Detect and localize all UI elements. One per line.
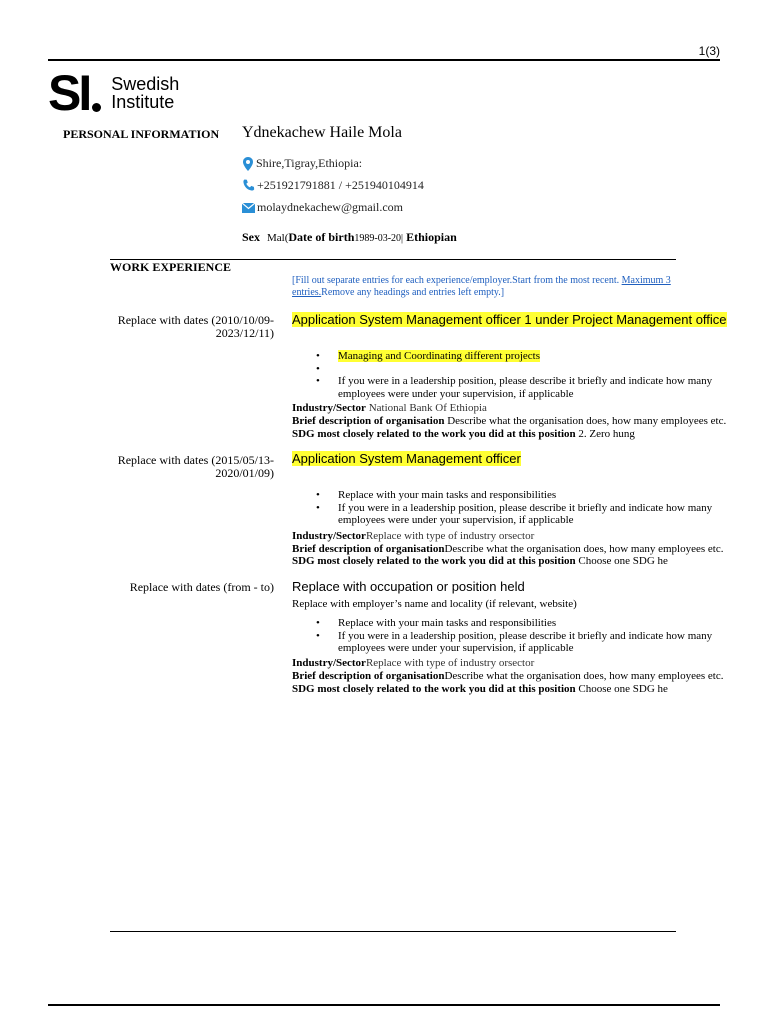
entry-3-industry — [292, 657, 534, 670]
entry-2-position-text: Application System Management officer — [292, 451, 521, 466]
phone-icon — [242, 179, 255, 192]
entry-2-bullet-2 — [292, 502, 722, 527]
entry-2-bullet-1 — [292, 489, 722, 502]
logo — [48, 65, 180, 121]
address-text: Shire,Tigray,Ethiopia: — [256, 156, 363, 170]
entry-3-sdg — [292, 683, 668, 696]
logo-line-1: Swedish — [111, 74, 180, 94]
entry-1-org — [292, 415, 726, 428]
personal-details-line — [242, 230, 457, 245]
entry-1-bullet-1-text: Managing and Coordinating different projects — [338, 350, 541, 362]
entry-1-dates — [114, 314, 274, 340]
note-text-a: [Fill out separate entries for each experience/employer.Start from the most recent. — [292, 275, 620, 286]
entry-1-position — [292, 312, 727, 327]
entry-3-industry-label: Industry/Sector — [292, 657, 366, 669]
entry-3-bullet-1-text: Replace with your main tasks and responsibilities — [338, 617, 557, 629]
entry-3-sdg-label: SDG most closely related to the work you did at this position — [292, 683, 576, 695]
entry-2-sdg-value: Choose one SDG he — [578, 555, 668, 567]
entry-1-industry — [292, 402, 487, 415]
entry-1-bullet-2 — [292, 363, 722, 376]
entry-2-org-value: Describe what the organisation does, how many employees etc. — [444, 543, 724, 555]
entry-2-date-end: 2020/01/09) — [215, 466, 274, 480]
entry-1-bullet-3 — [292, 375, 722, 400]
email-text: molaydnekachew@gmail.com — [257, 200, 404, 214]
entry-3-bullet-1 — [292, 617, 722, 630]
header-rule — [48, 59, 720, 61]
phone-line — [242, 178, 424, 193]
sex-value: Mal( — [267, 232, 289, 244]
note-text-b: Remove any headings and entries left empty.] — [321, 287, 505, 298]
entry-1-org-label: Brief description of organisation — [292, 415, 445, 427]
entry-3-position: Replace with occupation or position held — [292, 579, 525, 594]
entry-1-sdg-value: 2. Zero hung — [578, 428, 635, 440]
logo-line-2: Institute — [111, 92, 175, 112]
logo-dot — [92, 103, 101, 112]
entry-3-org-label: Brief description of organisation — [292, 670, 445, 682]
entry-2-industry-value: Replace with type of industry orsector — [365, 530, 535, 542]
entry-1-position-text: Application System Management officer 1 under Project Management office — [292, 312, 727, 327]
dob-value: 1989-03-20| — [354, 233, 404, 244]
entry-2-position — [292, 451, 521, 466]
entry-2-bullet-1-text: Replace with your main tasks and responsibilities — [338, 489, 557, 501]
entry-2-sdg — [292, 555, 668, 568]
entry-1-industry-label: Industry/Sector — [292, 402, 366, 414]
nationality-value: Ethiopian — [406, 230, 457, 244]
logo-mark: SI — [48, 65, 90, 121]
envelope-icon — [242, 203, 255, 213]
applicant-name: Ydnekachew Haile Mola — [242, 124, 402, 141]
entry-2-bullets — [292, 489, 722, 527]
entry-3-date-range: Replace with dates (from - to) — [129, 580, 274, 594]
email-line — [242, 200, 403, 215]
entry-1-sdg-label: SDG most closely related to the work you did at this position — [292, 428, 576, 440]
entry-2-sdg-label: SDG most closely related to the work you did at this position — [292, 555, 576, 567]
work-experience-heading: WORK EXPERIENCE — [110, 260, 232, 274]
entry-1-date-end: 2023/12/11) — [215, 326, 274, 340]
entry-3-bullet-2 — [292, 630, 722, 655]
page-number: 1(3) — [698, 44, 720, 58]
entry-1-sdg — [292, 428, 635, 441]
entry-1-bullet-3-text: If you were in a leadership position, please describe it briefly and indicate how many employees were under your supervision, if applicable — [338, 375, 713, 400]
entry-3-bullet-2-text: If you were in a leadership position, please describe it briefly and indicate how many employees were under your supervision, if applicable — [338, 629, 713, 654]
address-line — [242, 156, 362, 171]
entry-3-industry-value: Replace with type of industry orsector — [365, 657, 535, 669]
entry-3-org — [292, 670, 723, 683]
sex-label: Sex — [242, 230, 260, 244]
entry-1-bullet-1 — [292, 350, 722, 363]
phone-text: +251921791881 / +251940104914 — [257, 178, 424, 192]
footer-rule-outer — [48, 1004, 720, 1006]
entry-3-dates — [114, 581, 274, 594]
entry-2-org-label: Brief description of organisation — [292, 543, 445, 555]
entry-3-sdg-value: Choose one SDG he — [578, 683, 668, 695]
logo-text — [111, 75, 179, 111]
location-pin-icon — [242, 157, 254, 171]
entry-2-industry — [292, 530, 534, 543]
entry-3-org-value: Describe what the organisation does, how many employees etc. — [444, 670, 724, 682]
footer-rule-inner — [110, 931, 676, 932]
personal-info-heading: PERSONAL INFORMATION — [63, 127, 220, 141]
entry-2-industry-label: Industry/Sector — [292, 530, 366, 542]
entry-1-org-value: Describe what the organisation does, how many employees etc. — [447, 415, 727, 427]
entry-2-bullet-2-text: If you were in a leadership position, please describe it briefly and indicate how many employees were under your supervision, if applicable — [338, 501, 713, 526]
entry-3-bullets — [292, 617, 722, 655]
entry-2-date-start: Replace with dates (2015/05/13- — [117, 453, 274, 467]
dob-label: Date of birth — [288, 230, 355, 244]
entry-1-industry-value: National Bank Of Ethiopia — [368, 402, 487, 414]
work-experience-instructions — [292, 275, 672, 299]
note-link-entries[interactable]: entries. — [292, 287, 322, 298]
entry-3-employer: Replace with employer’s name and locality (if relevant, website) — [292, 598, 577, 610]
entry-1-bullet-2-text — [338, 363, 341, 375]
entry-1-bullets — [292, 350, 722, 400]
entry-1-date-start: Replace with dates (2010/10/09- — [117, 313, 274, 327]
entry-2-dates — [114, 454, 274, 480]
note-link-max-entries[interactable]: Maximum 3 — [621, 275, 671, 286]
